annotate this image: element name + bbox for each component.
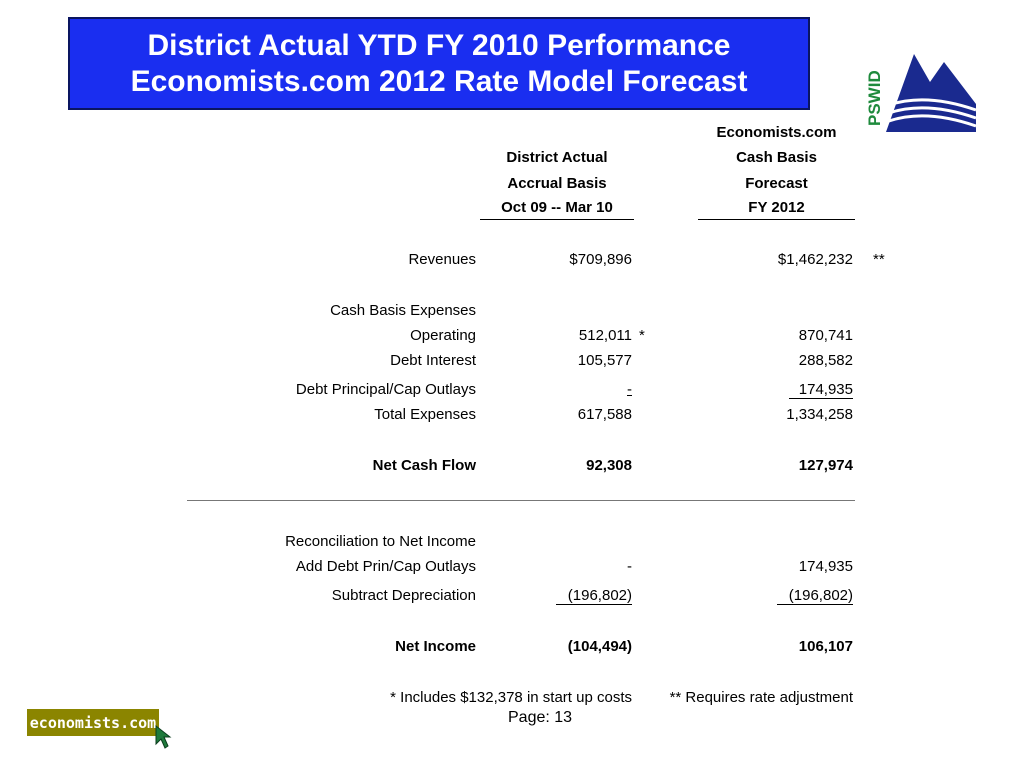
total-expenses-actual: 617,588 — [577, 406, 632, 423]
operating-note: * — [639, 327, 645, 344]
operating-forecast: 870,741 — [798, 327, 853, 344]
forecast-header-4: FY 2012 — [748, 199, 805, 216]
operating-label: Operating — [410, 327, 476, 344]
title-line-1: District Actual YTD FY 2010 Performance — [147, 28, 731, 62]
debt-interest-label: Debt Interest — [390, 352, 476, 369]
net-cash-flow-actual: 92,308 — [586, 457, 632, 474]
cash-basis-expenses-label: Cash Basis Expenses — [330, 302, 476, 319]
actual-header-1: District Actual — [506, 149, 608, 166]
debt-interest-actual: 105,577 — [577, 352, 632, 369]
footnote-rate-adjustment: ** Requires rate adjustment — [669, 689, 853, 706]
subtract-depreciation-label: Subtract Depreciation — [331, 587, 476, 604]
forecast-header-underline — [698, 219, 855, 220]
debt-principal-forecast: 174,935 — [798, 381, 853, 398]
debt-principal-label: Debt Principal/Cap Outlays — [295, 381, 476, 398]
economists-logo — [27, 709, 159, 736]
economists-logo-text: economists.com — [29, 713, 157, 732]
total-expenses-label: Total Expenses — [374, 406, 476, 423]
net-cash-flow-forecast: 127,974 — [798, 457, 853, 474]
subtract-depreciation-forecast-underline — [777, 604, 853, 605]
cursor-arrow-icon — [154, 724, 172, 750]
actual-header-underline — [480, 219, 634, 220]
forecast-header-3: Forecast — [745, 175, 808, 192]
operating-actual: 512,011 — [578, 327, 632, 344]
add-debt-label: Add Debt Prin/Cap Outlays — [295, 558, 476, 575]
forecast-header-2: Cash Basis — [736, 149, 817, 166]
debt-interest-forecast: 288,582 — [798, 352, 853, 369]
actual-header-3: Oct 09 -- Mar 10 — [501, 199, 613, 216]
net-cash-flow-label: Net Cash Flow — [372, 457, 476, 474]
total-expenses-forecast: 1,334,258 — [786, 406, 853, 423]
title-line-2: Economists.com 2012 Rate Model Forecast — [130, 64, 748, 98]
net-income-actual: (104,494) — [567, 638, 632, 655]
pswid-logo-text: PSWID — [865, 70, 884, 126]
page-number: Page: 13 — [508, 709, 573, 726]
subtract-depreciation-actual-underline — [556, 604, 632, 605]
section-divider — [187, 500, 855, 501]
revenues-note: ** — [873, 251, 885, 268]
pswid-logo — [864, 44, 982, 134]
reconciliation-label: Reconciliation to Net Income — [285, 533, 476, 550]
title-banner — [68, 17, 810, 110]
subtract-depreciation-forecast: (196,802) — [788, 587, 853, 604]
net-income-forecast: 106,107 — [798, 638, 853, 655]
add-debt-actual: - — [627, 558, 632, 575]
forecast-header-1: Economists.com — [716, 124, 837, 141]
actual-header-2: Accrual Basis — [507, 175, 607, 192]
revenues-forecast: $1,462,232 — [777, 251, 853, 268]
revenues-label: Revenues — [408, 251, 476, 268]
footnote-start-up-costs: * Includes $132,378 in start up costs — [390, 689, 632, 706]
revenues-actual: $709,896 — [569, 251, 632, 268]
add-debt-forecast: 174,935 — [798, 558, 853, 575]
subtract-depreciation-actual: (196,802) — [567, 587, 632, 604]
debt-principal-forecast-underline — [789, 398, 853, 399]
debt-principal-actual: - — [627, 381, 632, 398]
net-income-label: Net Income — [395, 638, 476, 655]
